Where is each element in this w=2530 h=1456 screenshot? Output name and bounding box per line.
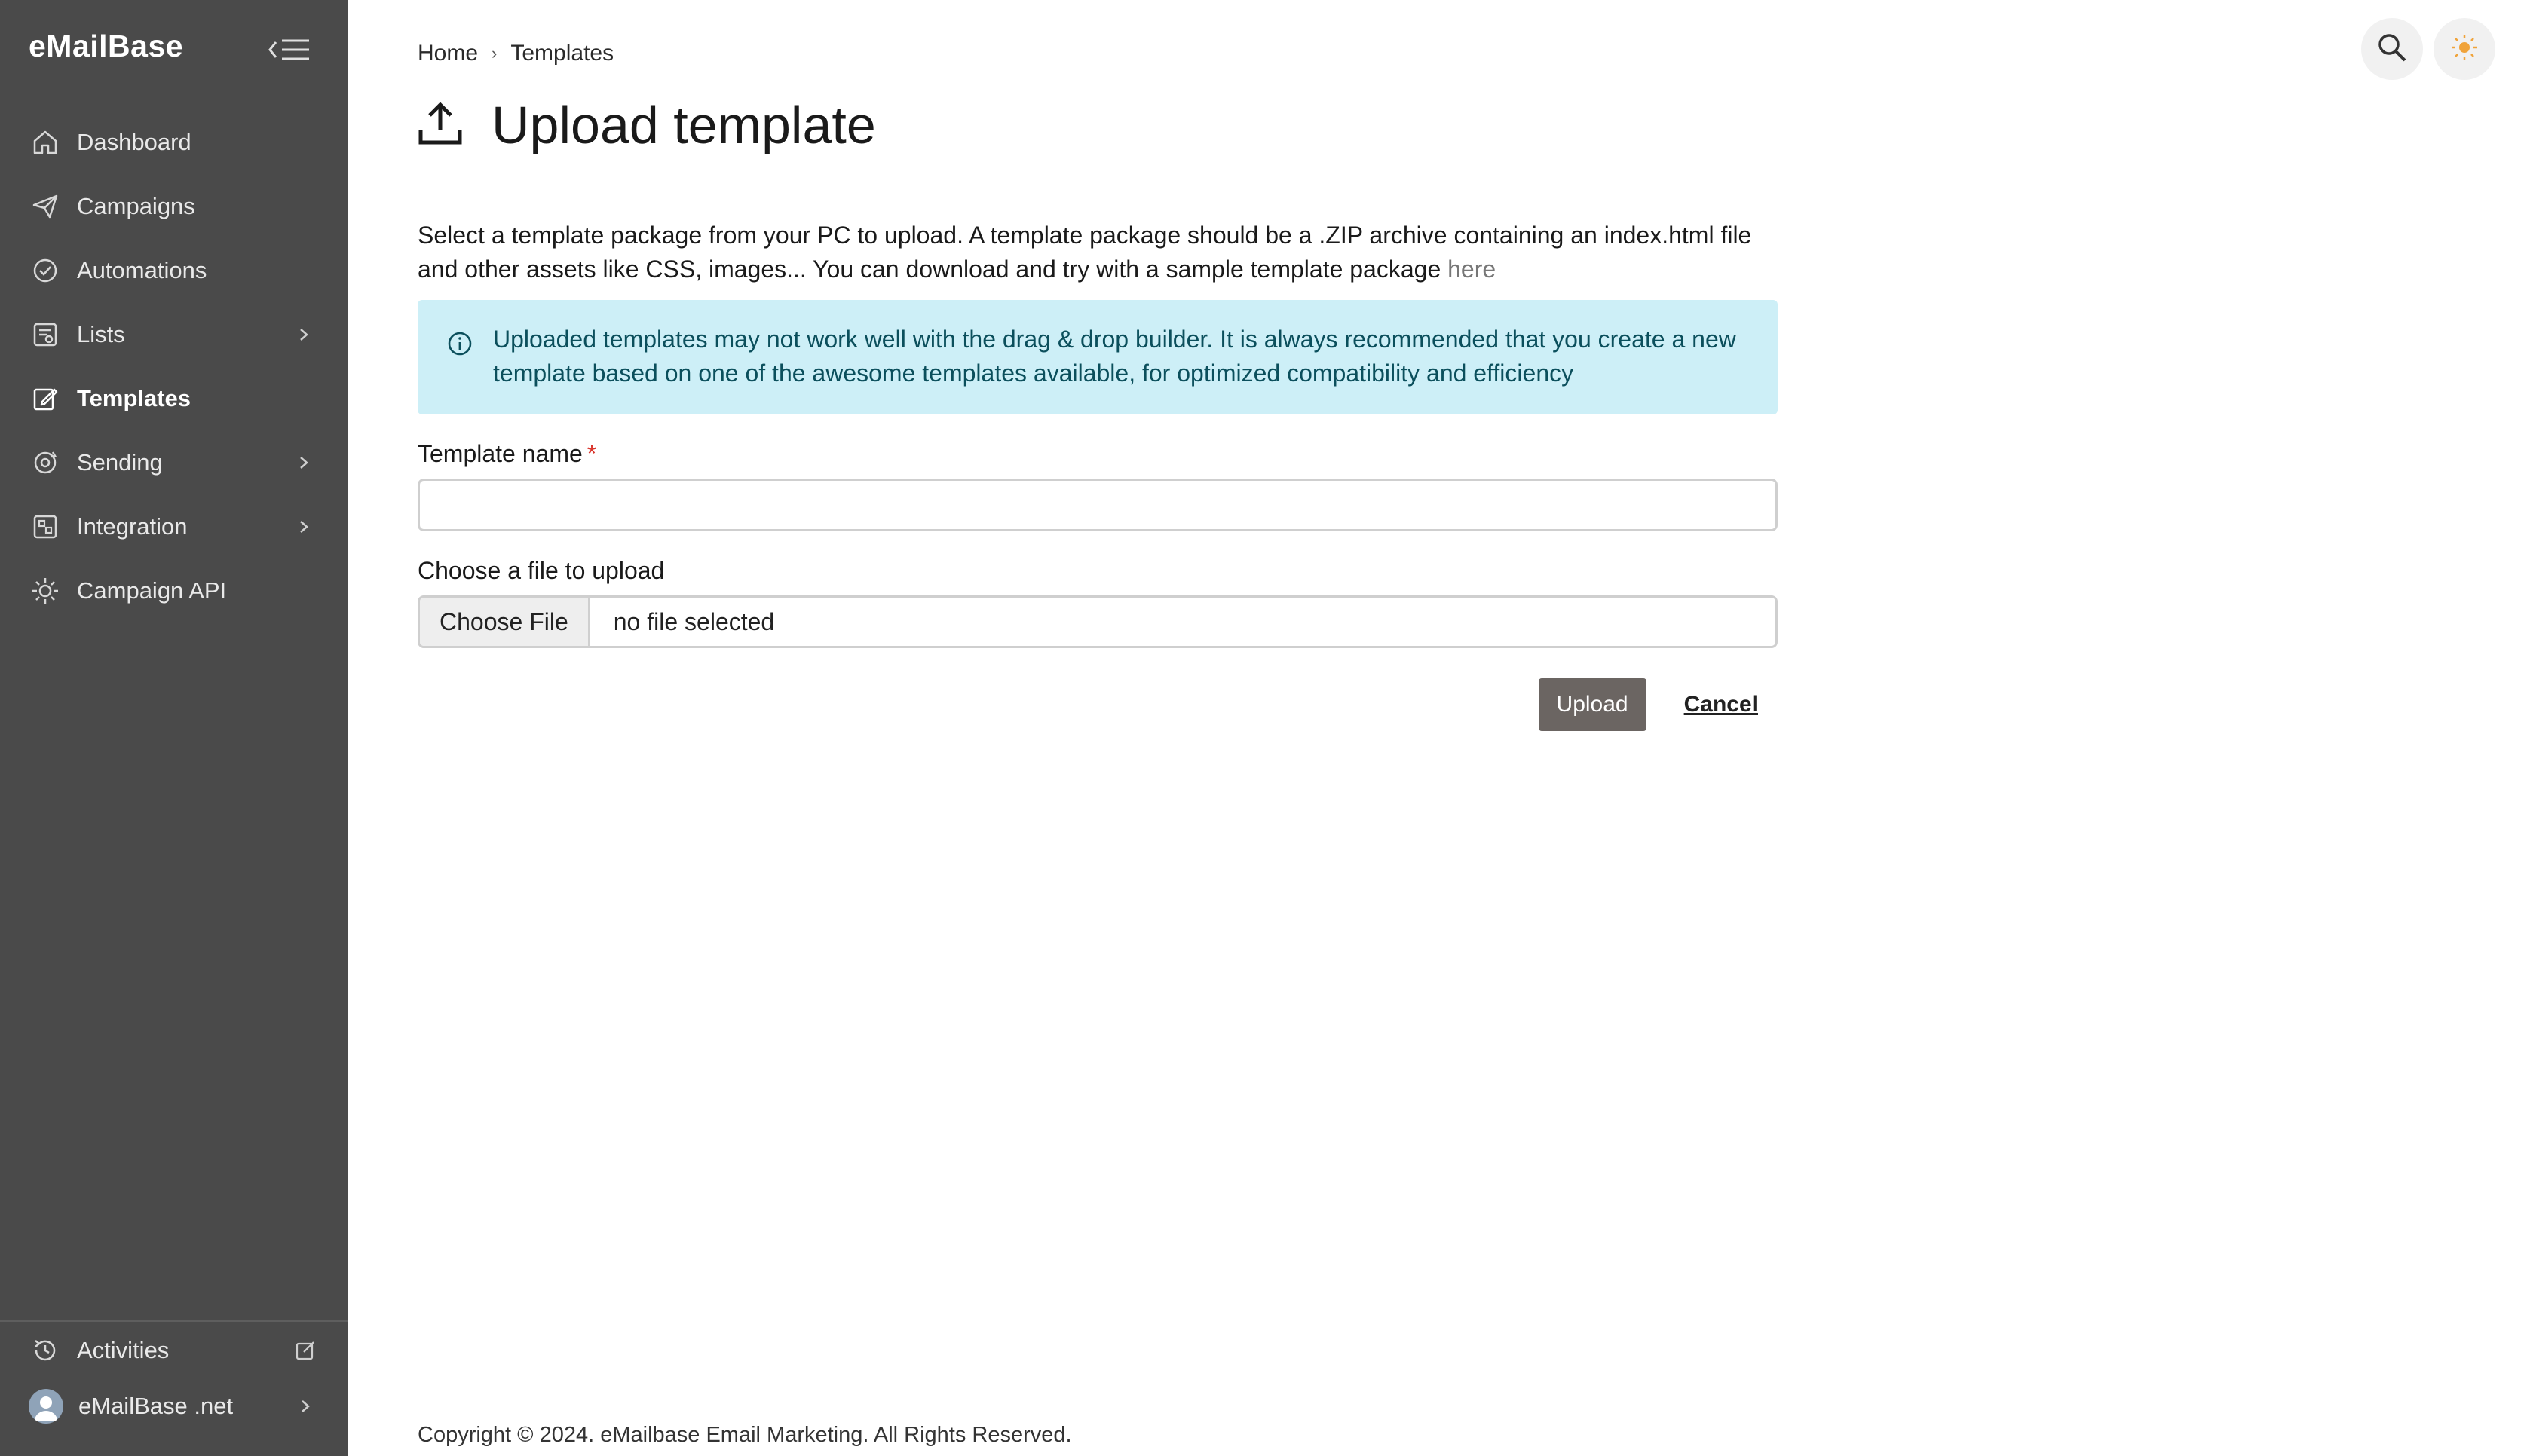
sidebar-item-label: Activities [77,1337,170,1363]
sidebar-item-campaigns[interactable] [0,174,348,238]
list-icon [29,318,62,351]
history-icon [29,1334,62,1367]
chevron-right-icon [294,1395,317,1418]
upload-form-area [418,219,1778,731]
sidebar-item-integration[interactable] [0,494,348,558]
description-body: Select a template package from your PC to upload. A template package should be a .ZIP archive containing an index.html file and other assets like CSS, images... You can download and try with a sample template package [418,222,1752,283]
breadcrumb [418,41,614,66]
file-status: no file selected [613,607,775,635]
sidebar-item-label: Campaign API [77,577,227,604]
template-name-label-text: Template name [418,440,583,467]
automation-icon [29,254,62,287]
file-upload-label: Choose a file to upload [418,557,665,584]
upload-icon [418,100,463,151]
template-name-input[interactable] [418,479,1778,531]
cancel-link[interactable]: Cancel [1683,692,1758,717]
chevron-right-icon [296,518,312,535]
sidebar-item-campaign-api[interactable] [0,558,348,622]
form-actions [418,678,1778,731]
integration-icon [29,510,62,543]
home-icon [29,126,62,159]
search-button[interactable] [2361,18,2423,80]
sidebar-item-templates[interactable] [0,366,348,430]
sidebar-item-label: Automations [77,256,207,283]
alert-text: Uploaded templates may not work well with the drag & drop builder. It is always recommended that you create a new template based on one of the awesome templates available, for optimized compatibility and efficiency [493,326,1736,387]
info-icon [446,330,473,357]
sidebar-item-sending[interactable] [0,430,348,494]
chevron-right-icon: › [492,44,498,63]
sidebar-item-label: Campaigns [77,192,195,219]
sidebar-item-activities[interactable] [0,1320,348,1381]
account-name: eMailBase .net [78,1393,234,1419]
sidebar-item-label: Lists [77,320,125,347]
template-name-label [418,440,1778,468]
sidebar-item-label: Dashboard [77,128,191,155]
upload-button[interactable]: Upload [1539,678,1646,731]
sidebar-item-automations[interactable] [0,238,348,302]
sidebar-account[interactable] [0,1376,348,1436]
description-text [418,219,1778,286]
main-content [348,0,2530,1456]
copyright-text: Copyright © 2024. eMailbase Email Marketing. All Rights Reserved. [418,1423,1072,1447]
file-input[interactable] [418,595,1778,648]
sidebar-item-lists[interactable] [0,302,348,366]
sending-icon [29,446,62,479]
required-mark: * [587,440,597,467]
template-edit-icon [29,382,62,415]
sample-template-link[interactable]: here [1447,255,1496,283]
page-header [418,95,876,155]
sidebar [0,0,348,1456]
chevron-right-icon [296,326,312,343]
sun-icon [2449,32,2480,67]
brand-logo[interactable]: eMailBase [29,29,184,63]
info-alert [418,300,1778,414]
breadcrumb-current: Templates [510,41,614,66]
api-gear-icon [29,574,62,607]
sidebar-item-dashboard[interactable] [0,110,348,174]
page-title: Upload template [492,96,876,154]
theme-toggle-button[interactable] [2434,18,2495,80]
sidebar-collapse-icon[interactable] [268,35,311,65]
sidebar-item-label: Sending [77,448,163,476]
sidebar-item-label: Integration [77,512,188,540]
paper-plane-icon [29,190,62,223]
external-link-icon[interactable] [294,1339,317,1362]
chevron-right-icon [296,454,312,471]
sidebar-item-label: Templates [77,384,191,411]
search-icon [2376,32,2408,67]
choose-file-button[interactable]: Choose File [420,598,590,646]
sidebar-nav [0,110,348,622]
breadcrumb-home[interactable]: Home [418,41,479,66]
avatar [29,1389,63,1424]
top-actions [2361,18,2495,80]
